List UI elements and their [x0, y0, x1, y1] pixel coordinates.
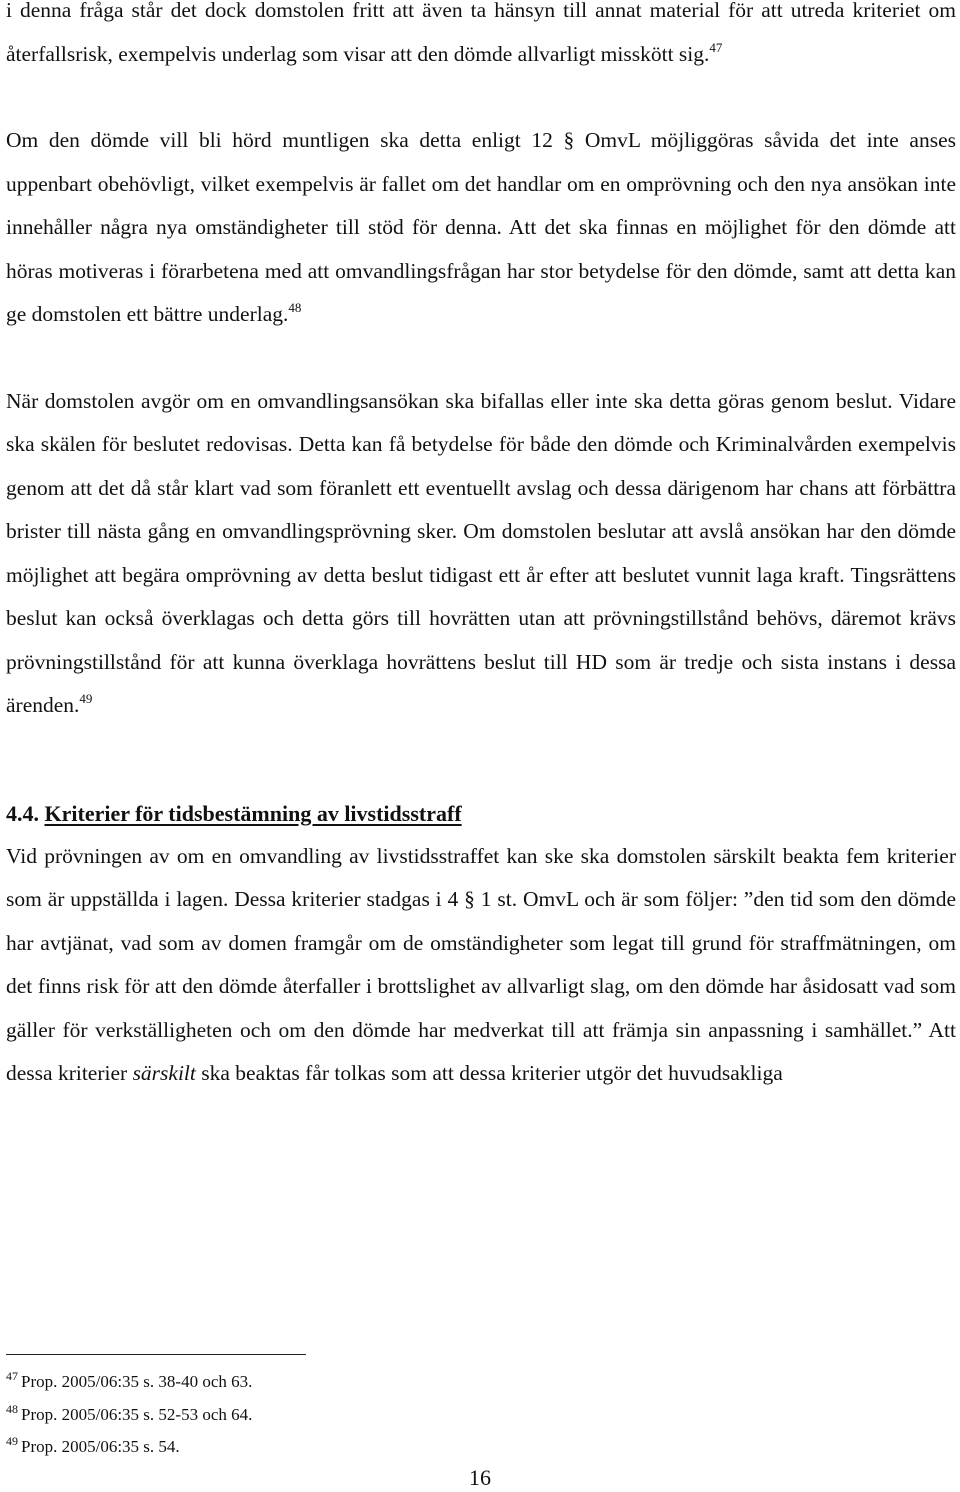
footnote-number: 47: [6, 1369, 18, 1383]
paragraph-3-text: När domstolen avgör om en omvandlingsansökan ska bifallas eller inte ska detta göras genom beslut. Vidare ska skälen för beslutet redovisas. Detta kan få betydelse för både den dömde och Kriminalvården exempelvis genom att det då står klart vad som föranlett ett eventuellt avslag och dessa därigenom har chans att förbättra brister till nästa gång en omvandlingsprövning sker. Om domstolen beslutar att avslå ansökan har den dömde möjlighet att begära omprövning av detta beslut tidigast ett år efter att beslutet vunnit laga kraft. Tingsrättens beslut kan också överklagas och detta görs till hovrätten utan att prövningstillstånd behövs, däremot krävs prövningstillstånd för att kunna överklaga hovrättens beslut till HD som är tredje och sista instans i dessa ärenden.: [6, 388, 956, 717]
paragraph-spacer: [6, 337, 956, 380]
paragraph-1-text: i denna fråga står det dock domstolen fritt att även ta hänsyn till annat material för att utreda kriteriet om återfallsrisk, exempelvis underlag som visar att den dömde allvarligt misskött sig.: [6, 0, 956, 66]
footnote-ref-47[interactable]: 47: [709, 39, 723, 55]
footnotes: [6, 1366, 706, 1464]
footnote-text: Prop. 2005/06:35 s. 52-53 och 64.: [21, 1404, 253, 1424]
paragraph-4-text-end: ska beaktas får tolkas som att dessa kriterier utgör det huvudsakliga: [195, 1061, 783, 1085]
footnote-separator: [6, 1354, 306, 1355]
paragraph-2: [6, 119, 956, 337]
footnote-number: 49: [6, 1434, 18, 1448]
paragraph-3: [6, 380, 956, 728]
paragraph-spacer: [6, 76, 956, 119]
paragraph-2-text: Om den dömde vill bli hörd muntligen ska detta enligt 12 § OmvL möjliggöras såvida det inte anses uppenbart obehövligt, vilket exempelvis är fallet om det handlar om en omprövning och den nya ansökan inte innehåller några nya omständigheter till stöd för denna. Att det ska finnas en möjlighet för den dömde att höras motiveras i förarbetena med att omvandlingsfrågan har stor betydelse för den dömde, samt att detta kan ge domstolen ett bättre underlag.: [6, 128, 956, 326]
footnote-text: Prop. 2005/06:35 s. 54.: [21, 1437, 180, 1456]
footnote-47: [6, 1366, 706, 1399]
paragraph-4: [6, 835, 956, 1096]
section-number: 4.4.: [6, 800, 39, 826]
paragraph-1: [6, 0, 956, 76]
footnote-ref-48[interactable]: 48: [288, 300, 302, 315]
footnote-text: Prop. 2005/06:35 s. 38-40 och 63.: [21, 1372, 253, 1391]
section-heading: [6, 792, 956, 835]
footnote-number: 48: [6, 1401, 18, 1416]
page-number: 16: [469, 1465, 491, 1490]
emphasis-sarskilt: särskilt: [132, 1061, 196, 1085]
footnote-48: [6, 1399, 706, 1432]
footnote-49: [6, 1431, 706, 1464]
section-spacer: [6, 728, 956, 792]
section-title: Kriterier för tidsbestämning av livstidsstraff: [44, 800, 462, 826]
paragraph-4-text: Vid prövningen av om en omvandling av livstidsstraffet kan ske ska domstolen särskilt beakta fem kriterier som är uppställda i lagen. Dessa kriterier stadgas i 4 § 1 st. OmvL och är som följer: ”den tid som den dömde har avtjänat, vad som av domen framgår om de omständigheter som legat till grund för straffmätningen, om det finns risk för att den dömde återfaller i brottslighet av allvarligt slag, om den dömde har åsidosatt vad som gäller för verkställigheten och om den dömde har medverkat till att främja sin anpassning i samhället.” Att dessa kriterier: [6, 843, 956, 1085]
document-body: [6, 0, 956, 1096]
footnote-ref-49[interactable]: 49: [79, 691, 93, 706]
